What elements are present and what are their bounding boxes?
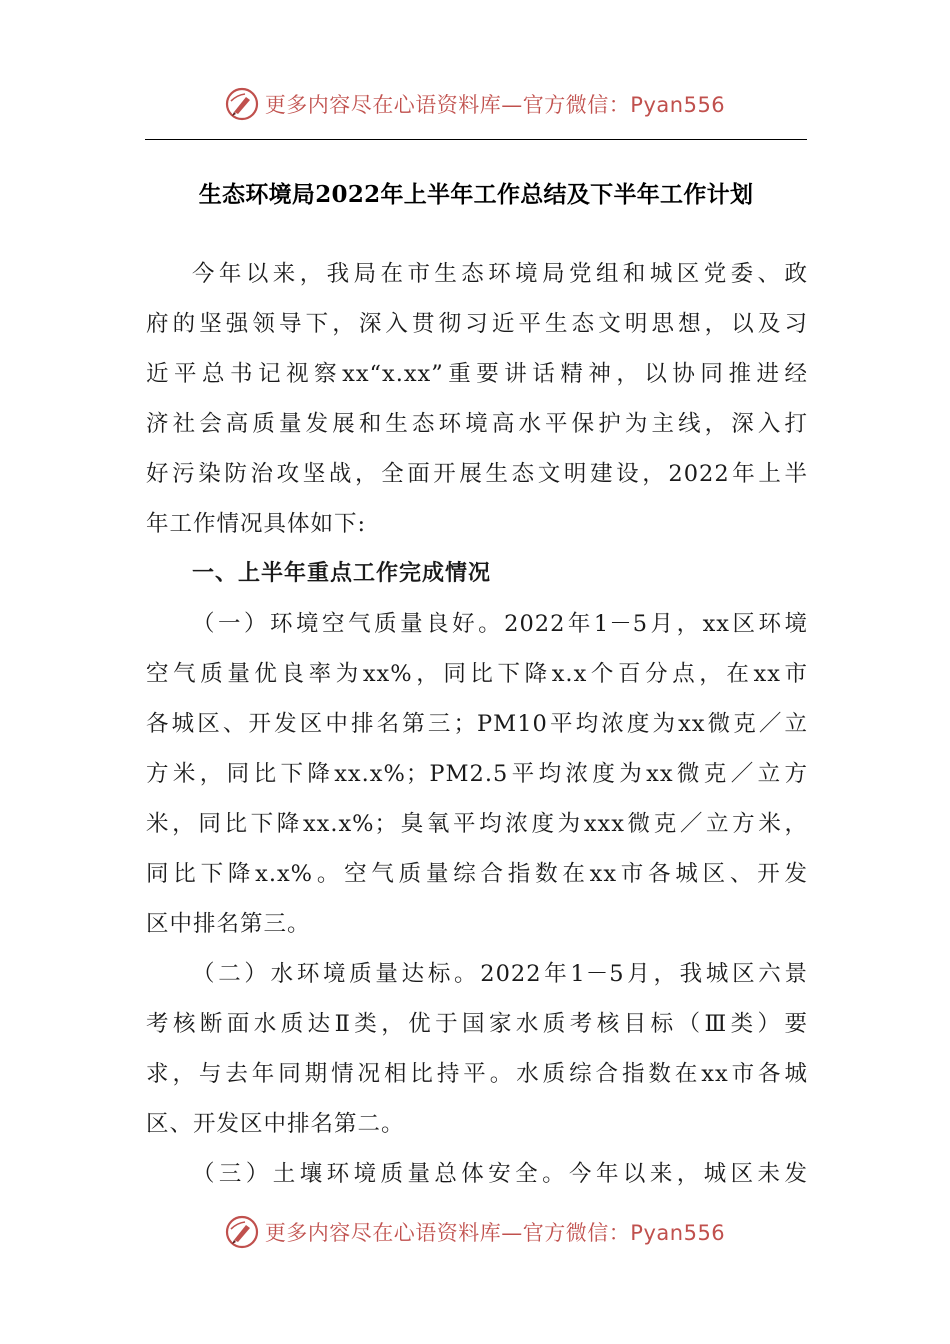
pen-logo-icon bbox=[225, 1215, 259, 1249]
paragraph-line: 空气质量优良率为xx%，同比下降x.x个百分点，在xx市 bbox=[146, 661, 808, 687]
document-body bbox=[146, 249, 808, 1199]
paragraph-line: 米，同比下降xx.x%；臭氧平均浓度为xxx微克／立方米， bbox=[146, 811, 808, 837]
paragraph-line: 方米，同比下降xx.x%；PM2.5平均浓度为xx微克／立方 bbox=[146, 761, 808, 787]
footer-banner bbox=[0, 1212, 950, 1252]
header-banner bbox=[0, 84, 950, 124]
banner-text: 更多内容尽在心语资料库—官方微信：Pyan556 bbox=[264, 93, 726, 117]
paragraph-line: 近平总书记视察xx“x.xx”重要讲话精神，以协同推进经 bbox=[146, 361, 808, 387]
paragraph-line: 考核断面水质达Ⅱ类，优于国家水质考核目标（Ⅲ类）要 bbox=[146, 1011, 808, 1037]
paragraph-line: 区中排名第三。 bbox=[146, 911, 311, 937]
paragraph-line: 区、开发区中排名第二。 bbox=[146, 1111, 405, 1137]
paragraph-line: 今年以来，我局在市生态环境局党组和城区党委、政 bbox=[192, 261, 808, 287]
document-title: 生态环境局2022年上半年工作总结及下半年工作计划 bbox=[198, 181, 754, 208]
paragraph-line: 年工作情况具体如下: bbox=[146, 511, 367, 537]
paragraph-line: 好污染防治攻坚战，全面开展生态文明建设，2022年上半 bbox=[146, 461, 808, 487]
pen-logo-icon bbox=[225, 87, 259, 121]
paragraph-line: 济社会高质量发展和生态环境高水平保护为主线，深入打 bbox=[146, 411, 808, 437]
paragraph-line: （一）环境空气质量良好。2022年1－5月，xx区环境 bbox=[192, 611, 808, 637]
section-heading: 一、上半年重点工作完成情况 bbox=[192, 561, 492, 586]
paragraph-line: （二）水环境质量达标。2022年1－5月，我城区六景 bbox=[192, 961, 808, 987]
paragraph-line: 同比下降x.x%。空气质量综合指数在xx市各城区、开发 bbox=[146, 861, 808, 887]
paragraph-line: 府的坚强领导下，深入贯彻习近平生态文明思想，以及习 bbox=[146, 311, 808, 337]
paragraph-line: 各城区、开发区中排名第三；PM10平均浓度为xx微克／立 bbox=[146, 711, 808, 737]
banner-text: 更多内容尽在心语资料库—官方微信：Pyan556 bbox=[264, 1221, 726, 1245]
paragraph-line: （三）土壤环境质量总体安全。今年以来，城区未发 bbox=[192, 1161, 808, 1187]
header-divider bbox=[145, 139, 807, 140]
paragraph-line: 求，与去年同期情况相比持平。水质综合指数在xx市各城 bbox=[146, 1061, 808, 1087]
